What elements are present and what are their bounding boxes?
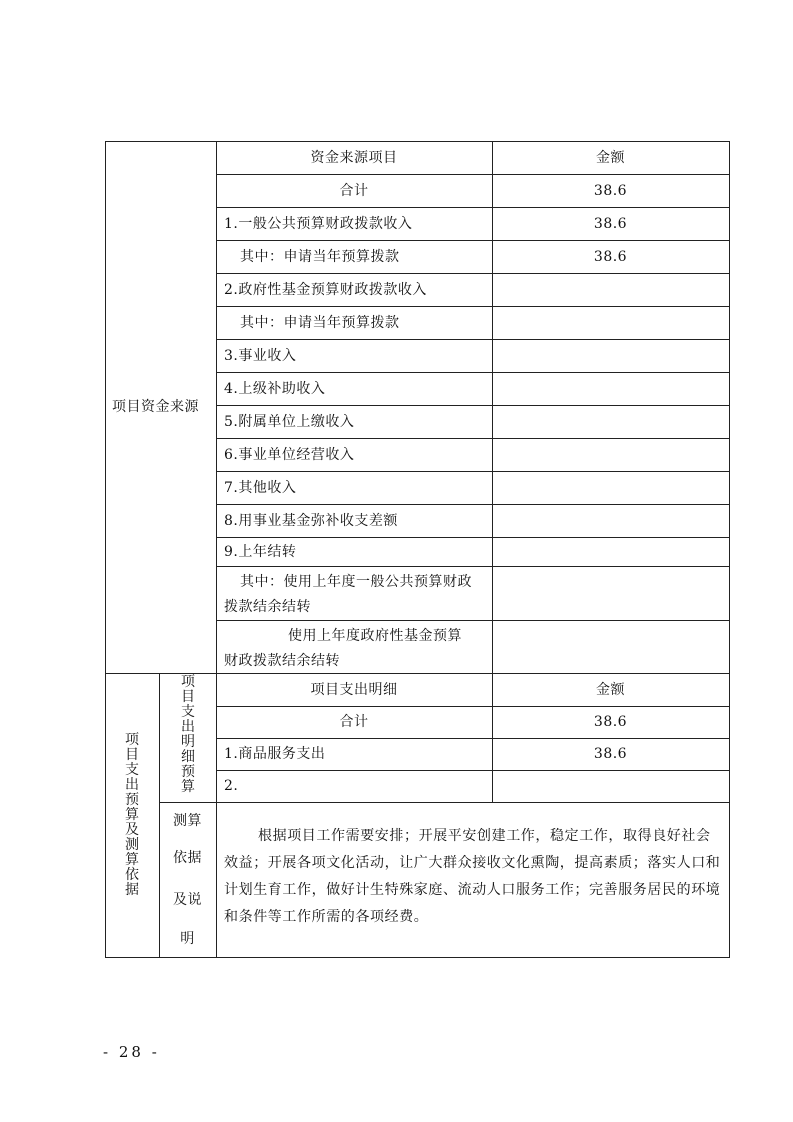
row-line xyxy=(216,339,729,340)
row-line xyxy=(216,207,729,208)
row-line xyxy=(216,405,729,406)
header-expense-item: 项目支出明细 xyxy=(310,682,398,698)
row-carryover-label: 9.上年结转 xyxy=(224,544,297,560)
row-line xyxy=(216,738,729,739)
row-other-income-label: 7.其他收入 xyxy=(224,480,297,496)
row-business-income-label: 3.事业收入 xyxy=(224,348,297,364)
row-gov-fund-label: 2.政府性基金预算财政拨款收入 xyxy=(224,282,427,298)
row-line xyxy=(216,706,729,707)
expense-total-amount: 38.6 xyxy=(593,714,628,730)
row-carry-general-line1: 其中：使用上年度一般公共预算财政 xyxy=(240,574,472,590)
row-gov-fund-current-label: 其中：申请当年预算拨款 xyxy=(240,315,400,331)
row-line xyxy=(216,537,729,538)
expense-goods-services-amount: 38.6 xyxy=(593,746,628,762)
row-line xyxy=(216,372,729,373)
row-line xyxy=(216,306,729,307)
table-border-right xyxy=(729,141,730,958)
detail-basis-divider xyxy=(159,802,729,803)
section-label-expense: 项目支出预算及测算依据 xyxy=(125,732,139,898)
header-expense-amount: 金额 xyxy=(596,682,625,698)
table-border-top xyxy=(105,141,729,142)
row-line xyxy=(216,438,729,439)
row-general-current-amount: 38.6 xyxy=(593,249,628,265)
row-general-budget-amount: 38.6 xyxy=(593,216,628,232)
row-line xyxy=(216,566,729,567)
row-superior-subsidy-label: 4.上级补助收入 xyxy=(224,381,326,397)
expense-goods-services-label: 1.商品服务支出 xyxy=(224,746,326,762)
expense-row-2-label: 2. xyxy=(224,778,239,794)
row-line xyxy=(216,770,729,771)
table-border-bottom xyxy=(105,957,730,958)
basis-label-4: 明 xyxy=(180,931,195,947)
section-label-fund-source: 项目资金来源 xyxy=(112,399,199,415)
row-line xyxy=(216,620,729,621)
basis-label-3: 及说 xyxy=(173,892,202,908)
row-line xyxy=(216,504,729,505)
header-fund-source-item: 资金来源项目 xyxy=(310,150,398,166)
col-divider-label xyxy=(216,141,217,958)
section-divider xyxy=(105,673,729,674)
row-carry-fund-line2: 财政拨款结余结转 xyxy=(224,653,340,669)
row-total-amount: 38.6 xyxy=(593,183,628,199)
row-line xyxy=(216,240,729,241)
row-affiliate-income-label: 5.附属单位上缴收入 xyxy=(224,414,355,430)
row-general-budget-label: 1.一般公共预算财政拨款收入 xyxy=(224,216,413,232)
basis-label-2: 依据 xyxy=(173,850,202,866)
row-carry-general-line2: 拨款结余结转 xyxy=(224,599,311,615)
basis-description: 根据项目工作需要安排；开展平安创建工作，稳定工作，取得良好社会效益；开展各项文化活动，让广大群众接收文化熏陶，提高素质；落实人口和计划生育工作，做好计生特殊家庭、流动人口服务工作；完善服务居民的环境和条件等工作所需的各项经费。 xyxy=(224,828,721,925)
page-number: - 28 - xyxy=(103,1043,160,1061)
row-line xyxy=(216,273,729,274)
expense-total-label: 合计 xyxy=(339,714,369,730)
row-total-label: 合计 xyxy=(339,183,369,199)
row-operation-income-label: 6.事业单位经营收入 xyxy=(224,447,355,463)
row-line xyxy=(216,471,729,472)
table-border-left xyxy=(105,141,106,958)
header-amount: 金额 xyxy=(596,150,625,166)
row-business-fund-label: 8.用事业基金弥补收支差额 xyxy=(224,513,398,529)
row-carry-fund-line1: 使用上年度政府性基金预算 xyxy=(288,628,462,644)
section-label-expense-detail: 项目支出明细预算 xyxy=(181,674,195,795)
row-general-current-label: 其中：申请当年预算拨款 xyxy=(240,249,400,265)
row-line xyxy=(216,174,729,175)
basis-label-1: 测算 xyxy=(173,813,202,829)
